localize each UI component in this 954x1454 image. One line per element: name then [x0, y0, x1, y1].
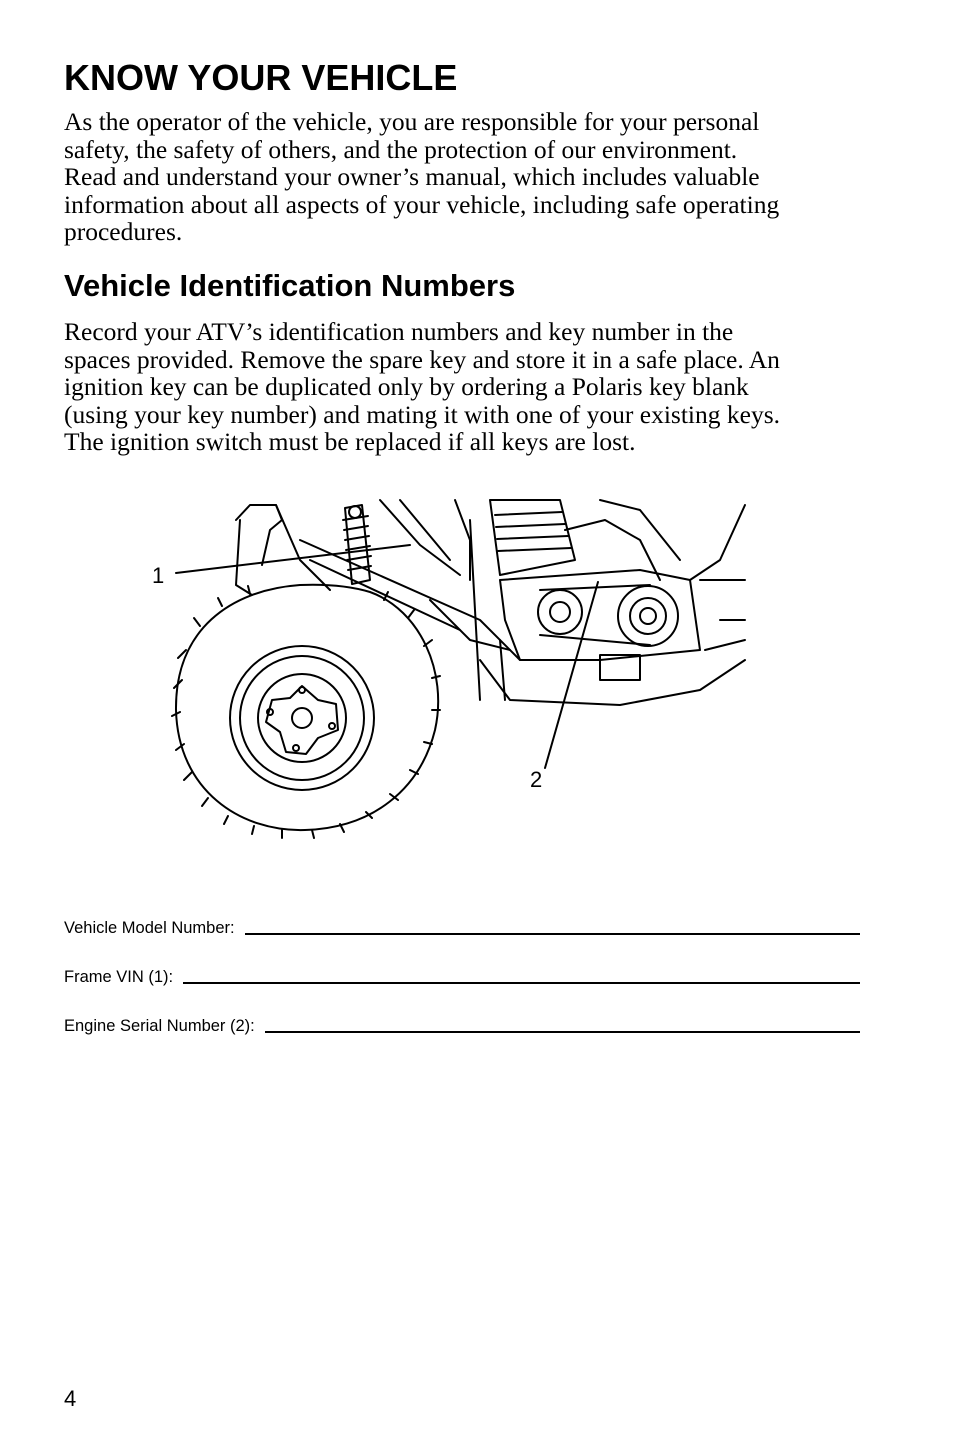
engine-block: [455, 500, 680, 700]
vin-line: The ignition switch must be replaced if all keys are lost.: [64, 427, 636, 456]
intro-line: As the operator of the vehicle, you are responsible for your personal: [64, 107, 760, 136]
intro-paragraph: [64, 108, 864, 246]
callout-2-label: 2: [530, 767, 543, 792]
intro-line: information about all aspects of your vehicle, including safe operating: [64, 189, 780, 219]
write-in-line: [183, 982, 860, 984]
intro-line: safety, the safety of others, and the protection of our environment.: [64, 134, 738, 164]
vin-line: spaces provided. Remove the spare key and store it in a safe place. An: [64, 344, 780, 374]
field-label: Frame VIN (1):: [64, 968, 174, 986]
vehicle-model-number-field: [64, 914, 860, 938]
lower-body: [480, 505, 745, 705]
vin-line: Record your ATV’s identification numbers and key number in the: [64, 317, 734, 346]
clutch-cover: [500, 570, 700, 660]
shock-absorber: [343, 505, 371, 584]
callout-1-label: 1: [152, 563, 165, 588]
page-number: 4: [64, 1386, 77, 1411]
vin-line: ignition key can be duplicated only by ordering a Polaris key blank: [64, 372, 749, 401]
rear-tire: [172, 585, 440, 838]
section-title: Vehicle Identification Numbers: [64, 268, 516, 303]
field-label: Engine Serial Number (2):: [64, 1017, 255, 1035]
write-in-line: [245, 933, 860, 935]
write-in-line: [265, 1031, 860, 1033]
vin-paragraph: [64, 318, 864, 456]
field-label: Vehicle Model Number:: [64, 919, 235, 937]
vin-line: (using your key number) and mating it with one of your existing keys.: [64, 399, 781, 429]
frame-vin-field: [64, 963, 860, 987]
intro-line: procedures.: [64, 217, 183, 246]
engine-serial-number-field: [64, 1012, 860, 1036]
page-title: KNOW YOUR VEHICLE: [64, 57, 458, 98]
atv-illustration: [140, 495, 760, 845]
intro-line: Read and understand your owner’s manual, which includes valuable: [64, 162, 760, 191]
